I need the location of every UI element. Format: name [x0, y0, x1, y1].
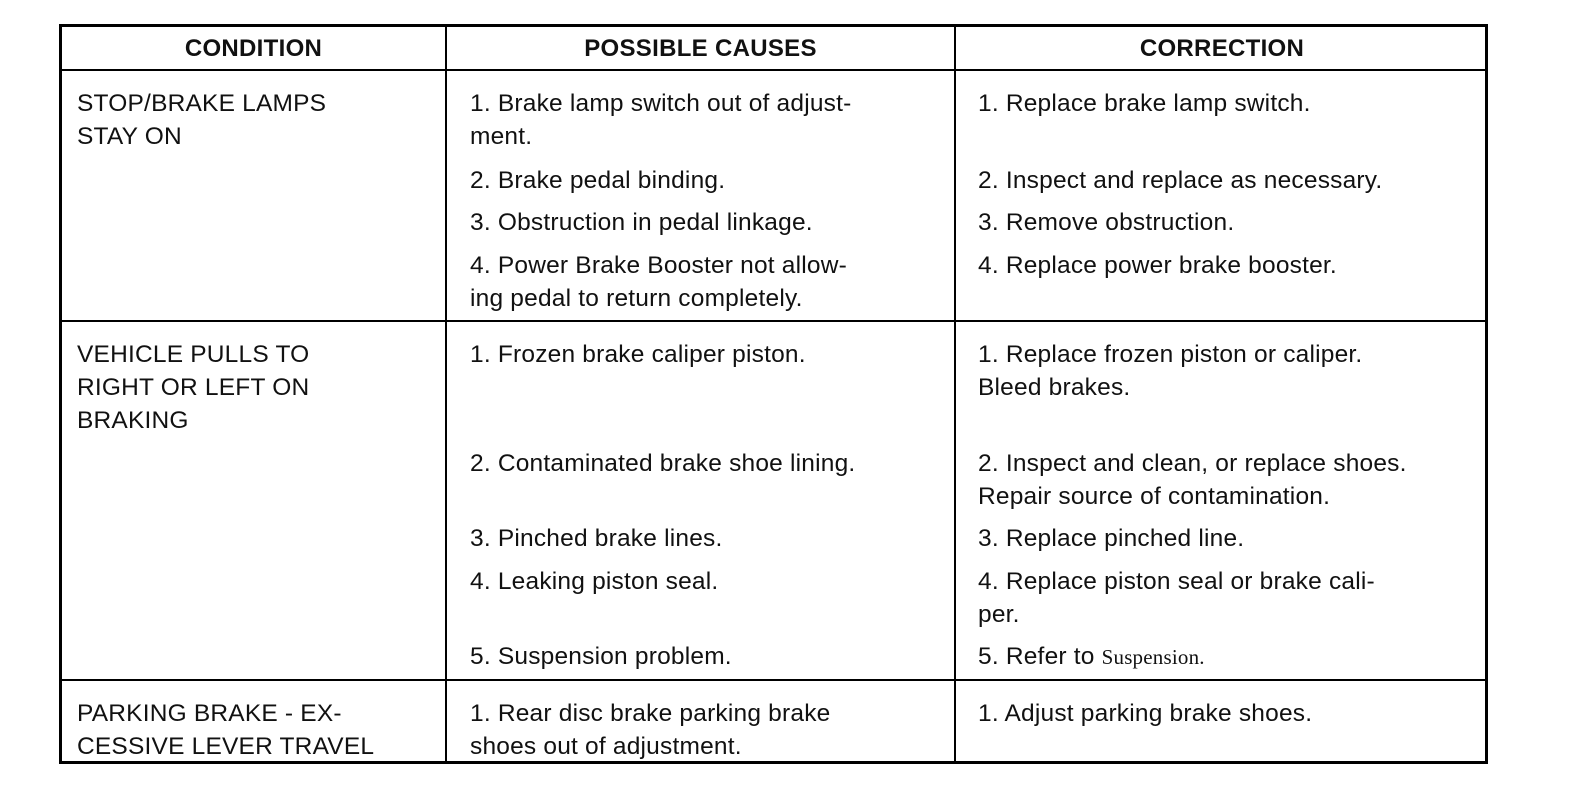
correction-line: 1. Adjust parking brake shoes. [978, 700, 1313, 727]
cause-item [470, 338, 806, 371]
cause-item [470, 522, 722, 555]
condition-line: PARKING BRAKE - EX- [77, 700, 342, 727]
cause-line: 2. Brake pedal binding. [470, 167, 726, 194]
cause-line: 3. Pinched brake lines. [470, 525, 723, 552]
row-divider [62, 679, 1485, 681]
cause-item [470, 640, 732, 673]
correction-line: 2. Inspect and replace as necessary. [978, 167, 1383, 194]
correction-item [978, 87, 1311, 120]
troubleshooting-table [59, 24, 1488, 764]
cause-line: 1. Frozen brake caliper piston. [470, 341, 806, 368]
column-divider [954, 27, 956, 761]
condition-line: CESSIVE LEVER TRAVEL [77, 733, 375, 760]
condition-line: VEHICLE PULLS TO [77, 341, 310, 368]
cause-line: 3. Obstruction in pedal linkage. [470, 209, 813, 236]
cause-item [470, 87, 851, 153]
correction-line [978, 640, 1205, 674]
correction-line: 1. Replace brake lamp switch. [978, 90, 1311, 117]
header-possible-causes: POSSIBLE CAUSES [584, 35, 817, 62]
cause-line: 4. Power Brake Booster not allow- [470, 252, 847, 279]
cause-line: 4. Leaking piston seal. [470, 568, 719, 595]
cause-item [470, 565, 718, 598]
header-correction: CORRECTION [1139, 35, 1305, 62]
header-condition: CONDITION [184, 35, 323, 62]
correction-item [978, 249, 1337, 282]
cause-item [470, 447, 855, 480]
correction-item [978, 522, 1244, 555]
correction-line: 3. Remove obstruction. [978, 209, 1235, 236]
condition-cell [77, 338, 309, 437]
cause-line: ing pedal to return completely. [470, 285, 803, 312]
correction-line: per. [978, 601, 1020, 628]
condition-cell [77, 87, 326, 153]
correction-item [978, 640, 1205, 674]
cause-item [470, 164, 725, 197]
correction-line: 2. Inspect and clean, or replace shoes. [978, 450, 1407, 477]
correction-text: 5. Refer to [978, 643, 1102, 670]
condition-line: RIGHT OR LEFT ON [77, 374, 310, 401]
cause-line: 1. Rear disc brake parking brake [470, 700, 831, 727]
suspension-reference: Suspension. [1101, 645, 1205, 669]
cause-item [470, 697, 830, 763]
correction-item [978, 565, 1375, 631]
correction-item [978, 447, 1407, 513]
correction-item [978, 206, 1234, 239]
correction-line: 4. Replace power brake booster. [978, 252, 1337, 279]
correction-line: Bleed brakes. [978, 374, 1131, 401]
condition-line: BRAKING [77, 407, 189, 434]
correction-item [978, 338, 1362, 404]
condition-cell [77, 697, 374, 763]
correction-item [978, 697, 1312, 730]
correction-line: 3. Replace pinched line. [978, 525, 1245, 552]
cause-line: ment. [470, 123, 533, 150]
cause-line: 1. Brake lamp switch out of adjust- [470, 90, 852, 117]
cause-item [470, 249, 847, 315]
column-divider [445, 27, 447, 761]
condition-line: STOP/BRAKE LAMPS [77, 90, 327, 117]
correction-line: 4. Replace piston seal or brake cali- [978, 568, 1375, 595]
cause-line: 5. Suspension problem. [470, 643, 732, 670]
correction-item [978, 164, 1382, 197]
cause-line: 2. Contaminated brake shoe lining. [470, 450, 856, 477]
correction-line: Repair source of contamination. [978, 483, 1331, 510]
correction-line: 1. Replace frozen piston or caliper. [978, 341, 1363, 368]
cause-line: shoes out of adjustment. [470, 733, 742, 760]
cause-item [470, 206, 813, 239]
row-divider [62, 320, 1485, 322]
condition-line: STAY ON [77, 123, 182, 150]
